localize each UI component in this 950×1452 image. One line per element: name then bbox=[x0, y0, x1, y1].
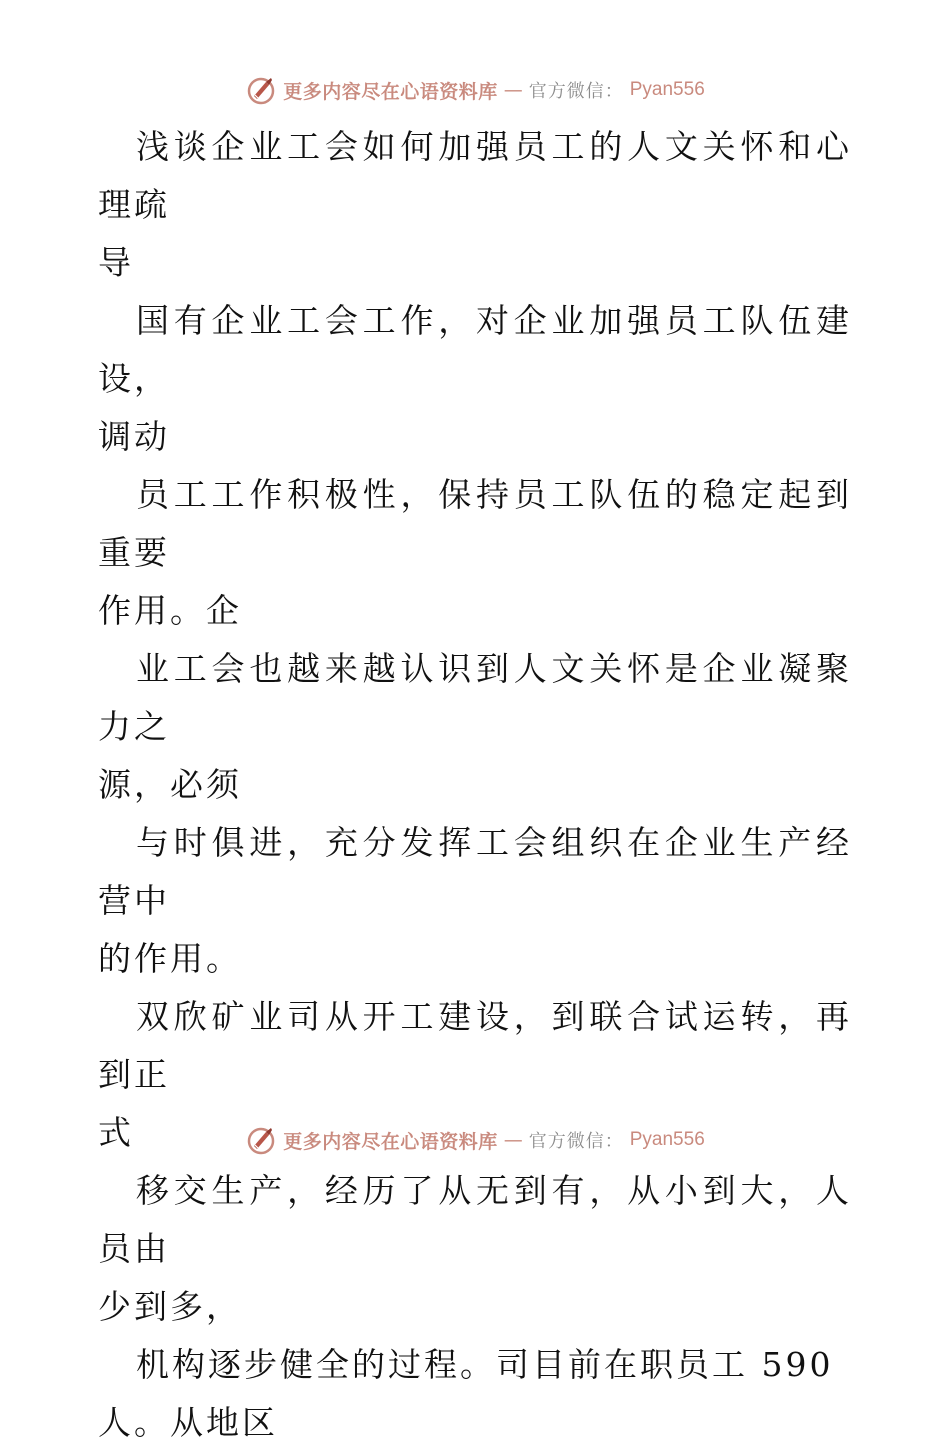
paragraph-line-4 bbox=[98, 640, 852, 814]
line-continuation: 人。从地区 bbox=[98, 1403, 278, 1442]
line-text: 国有企业工会工作，对企业加强员工队伍建设， bbox=[98, 301, 852, 398]
line-text: 机构逐步健全的过程。司目前在职员工 590 bbox=[136, 1345, 834, 1384]
paragraph-line-1 bbox=[98, 118, 852, 292]
paragraph-line-2 bbox=[98, 292, 852, 466]
line-continuation: 导 bbox=[98, 243, 134, 282]
header-handle: Pyan556 bbox=[629, 79, 705, 100]
footer-handle: Pyan556 bbox=[629, 1129, 705, 1150]
header-brand-text: 更多内容尽在心语资料库 bbox=[283, 80, 498, 103]
line-continuation: 作用。企 bbox=[98, 591, 242, 630]
footer-separator: — bbox=[503, 1129, 523, 1151]
footer-contact-label: 官方微信： bbox=[528, 1131, 624, 1152]
line-continuation: 式 bbox=[98, 1113, 134, 1152]
line-continuation: 少到多， bbox=[98, 1287, 242, 1326]
paragraph-line-7 bbox=[98, 1162, 852, 1336]
line-text: 员工工作积极性，保持员工队伍的稳定起到重要 bbox=[98, 475, 852, 572]
paragraph-line-3 bbox=[98, 466, 852, 640]
line-continuation: 的作用。 bbox=[98, 939, 242, 978]
footer-brand bbox=[245, 1124, 705, 1156]
line-continuation: 源，必须 bbox=[98, 765, 242, 804]
document-body bbox=[98, 118, 852, 1452]
line-text: 移交生产，经历了从无到有，从小到大，人员由 bbox=[98, 1171, 852, 1268]
page-footer bbox=[0, 1120, 950, 1160]
header-brand bbox=[245, 74, 705, 106]
line-text: 双欣矿业司从开工建设，到联合试运转，再到正 bbox=[98, 997, 852, 1094]
paragraph-line-5 bbox=[98, 814, 852, 988]
header-separator: — bbox=[503, 79, 523, 101]
line-continuation: 调动 bbox=[98, 417, 170, 456]
paragraph-line-8 bbox=[98, 1336, 852, 1452]
footer-brand-text: 更多内容尽在心语资料库 bbox=[283, 1130, 498, 1153]
line-text: 业工会也越来越认识到人文关怀是企业凝聚力之 bbox=[98, 649, 852, 746]
quill-pen-seal-icon bbox=[245, 1124, 277, 1156]
quill-pen-seal-icon bbox=[245, 74, 277, 106]
line-text: 浅谈企业工会如何加强员工的人文关怀和心理疏 bbox=[98, 127, 852, 224]
line-text: 与时俱进，充分发挥工会组织在企业生产经营中 bbox=[98, 823, 852, 920]
page-header bbox=[0, 70, 950, 110]
header-contact-label: 官方微信： bbox=[528, 81, 624, 102]
